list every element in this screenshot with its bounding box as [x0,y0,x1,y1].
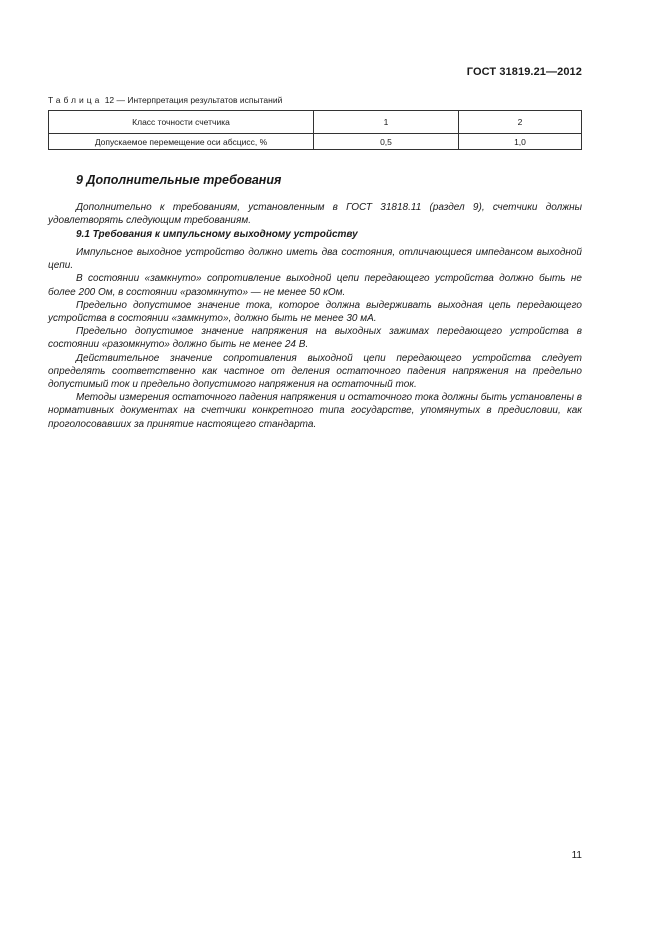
table-cell: 1 [314,111,459,134]
paragraph: Дополнительно к требованиям, установленным в ГОСТ 31818.11 (раздел 9), счетчики должны удовлетворять следующим требованиям. [48,202,582,227]
subsection-title: 9.1 Требования к импульсному выходному устройству [76,229,358,240]
table-caption-word: Таблица [48,95,103,105]
paragraph: Действительное значение сопротивления выходной цепи передающего устройства следует определять соответственно как частное от деления остаточного падения напряжения на предельно допустимый ток и предельно допустимого напряжения на остаточный ток. [48,352,582,391]
table-cell: Допускаемое перемещение оси абсцисс, % [49,134,314,150]
paragraph: Методы измерения остаточного падения напряжения и остаточного тока должны быть установлены в нормативных документах на счетчики конкретного типа государстве, упомянутых в предисловии, как проголосовавших за принятие настоящего стандарта. [48,392,582,430]
document-header: ГОСТ 31819.21—2012 [466,66,582,78]
subsection-body [48,246,582,431]
paragraph: Предельно допустимое значение напряжения на выходных зажимах передающего устройства в состоянии «разомкнуто» должно быть не менее 24 В. [48,326,582,351]
table-caption-text: 12 — Интерпретация результатов испытаний [104,95,283,105]
table-cell: 1,0 [459,134,582,150]
page-number: 11 [571,850,582,861]
paragraph: Предельно допустимое значение тока, которое должна выдерживать выходная цепь передающего устройства в состоянии «замкнуто», должно быть не менее 30 мА. [48,299,582,325]
paragraph: Импульсное выходное устройство должно иметь два состояния, отличающиеся импедансом выходной цепи. [48,247,582,272]
table-cell: Класс точности счетчика [49,111,314,134]
table-row [49,134,582,150]
section-title: 9 Дополнительные требования [76,173,282,187]
table-caption [48,95,282,105]
paragraph: В состоянии «замкнуто» сопротивление выходной цепи передающего устройства должно быть не более 200 Ом, в состоянии «разомкнуто» — не менее 50 кОм. [48,273,582,298]
table-cell: 0,5 [314,134,459,150]
table-row [49,111,582,134]
table-cell: 2 [459,111,582,134]
results-table [48,110,582,150]
section-intro [48,201,582,227]
